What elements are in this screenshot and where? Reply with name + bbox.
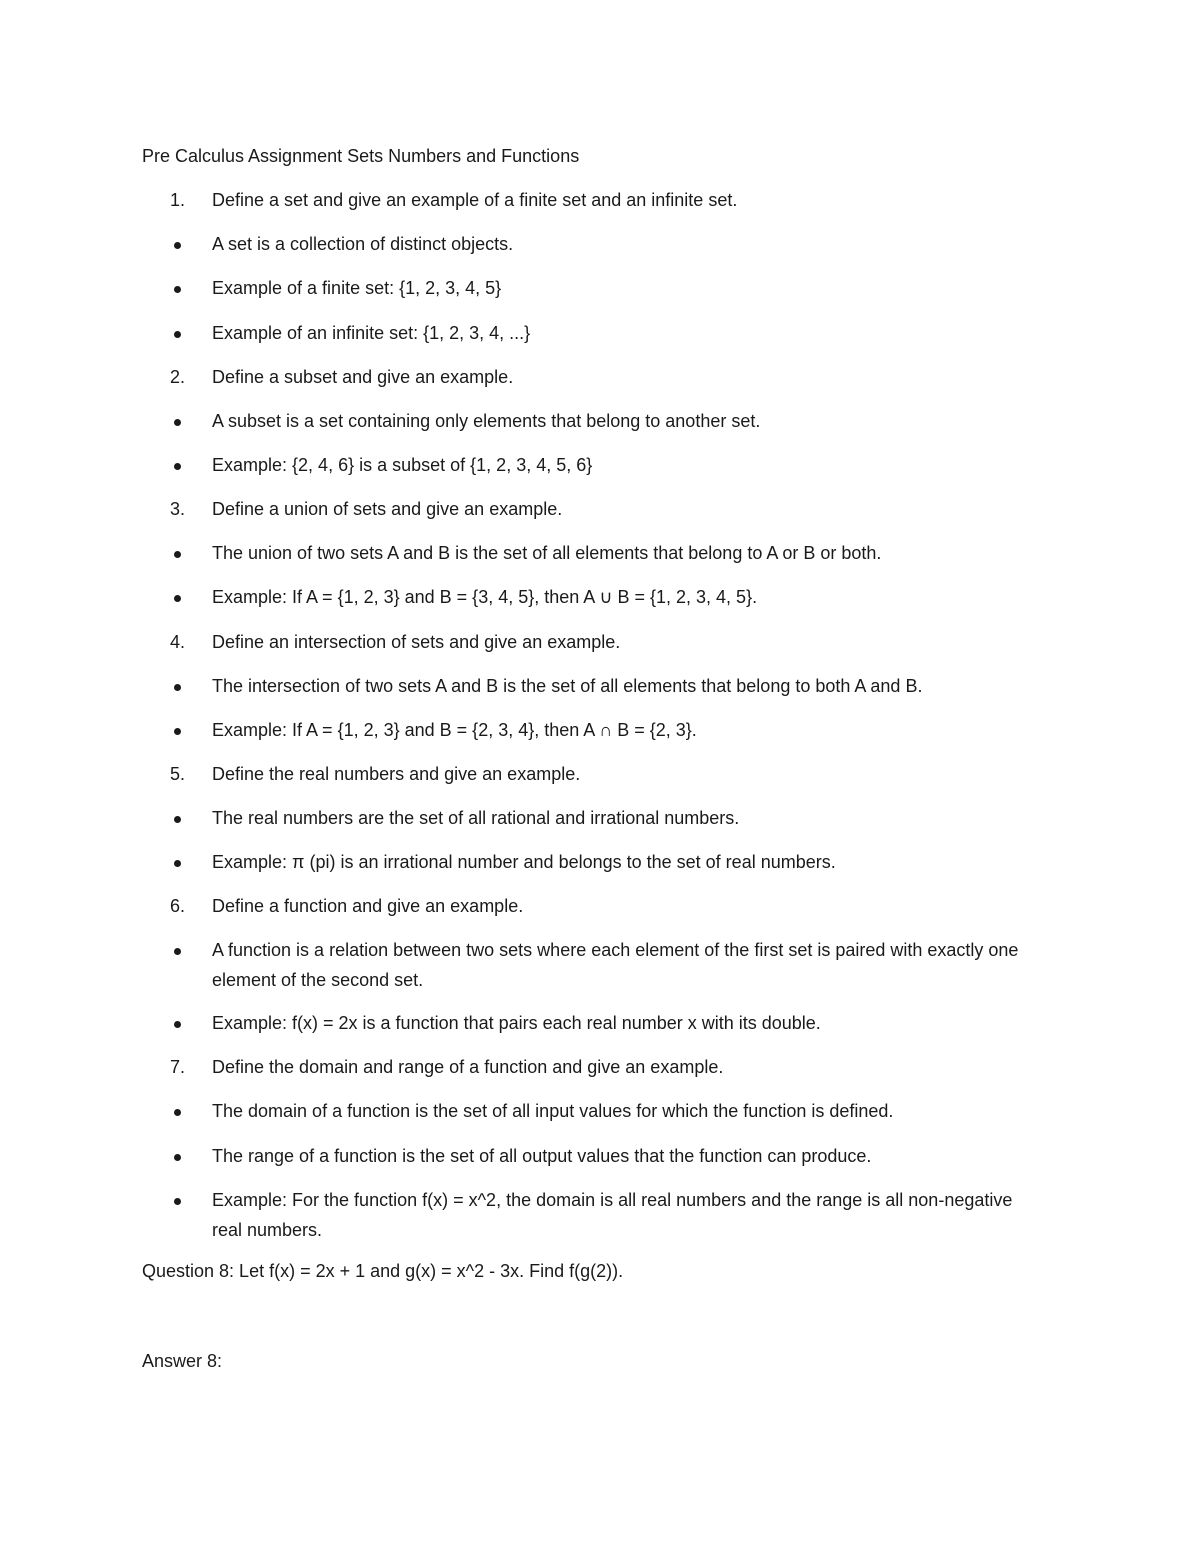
bullet-icon xyxy=(174,463,181,470)
item-text: Define the domain and range of a function and give an example. xyxy=(212,1057,724,1077)
bullet-icon xyxy=(174,331,181,338)
item-text: The real numbers are the set of all rational and irrational numbers. xyxy=(212,808,740,828)
bullet-icon xyxy=(174,242,181,249)
item-text: Define a subset and give an example. xyxy=(212,367,514,387)
item-text: Example: If A = {1, 2, 3} and B = {3, 4, 5}, then A ∪ B = {1, 2, 3, 4, 5}. xyxy=(212,587,758,607)
item-text: Example: {2, 4, 6} is a subset of {1, 2, 3, 4, 5, 6} xyxy=(212,455,593,475)
item-text: Define the real numbers and give an example. xyxy=(212,764,581,784)
item-text: Example of an infinite set: {1, 2, 3, 4, ...} xyxy=(212,323,531,343)
item-text: Define a set and give an example of a finite set and an infinite set. xyxy=(212,190,738,210)
bullet-icon xyxy=(174,1198,181,1205)
item-text: Define a union of sets and give an example. xyxy=(212,499,563,519)
bullet-icon xyxy=(174,551,181,558)
bullet-icon xyxy=(174,286,181,293)
item-number: 1. xyxy=(170,190,186,210)
item-text: A function is a relation between two sets where each element of the first set is paired with exactly one element of the second set. xyxy=(212,940,1019,990)
item-number: 2. xyxy=(170,367,186,387)
item-text: Define an intersection of sets and give an example. xyxy=(212,632,621,652)
bullet-icon xyxy=(174,1154,181,1161)
bullet-icon xyxy=(174,948,181,955)
bullet-icon xyxy=(174,684,181,691)
item-number: 4. xyxy=(170,632,186,652)
bullet-icon xyxy=(174,728,181,735)
item-number: 6. xyxy=(170,896,186,916)
bullet-icon xyxy=(174,419,181,426)
item-text: Example: For the function f(x) = x^2, the domain is all real numbers and the range is all non-negative real numbers. xyxy=(212,1190,1013,1240)
item-number: 3. xyxy=(170,499,186,519)
answer-8: Answer 8: xyxy=(142,1351,223,1371)
item-text: Define a function and give an example. xyxy=(212,896,524,916)
item-text: Example: f(x) = 2x is a function that pairs each real number x with its double. xyxy=(212,1013,821,1033)
bullet-icon xyxy=(174,595,181,602)
item-text: A set is a collection of distinct objects. xyxy=(212,234,514,254)
bullet-icon xyxy=(174,1109,181,1116)
bullet-icon xyxy=(174,860,181,867)
item-text: The union of two sets A and B is the set of all elements that belong to A or B or both. xyxy=(212,543,882,563)
item-text: A subset is a set containing only elements that belong to another set. xyxy=(212,411,761,431)
item-text: Example: π (pi) is an irrational number and belongs to the set of real numbers. xyxy=(212,852,836,872)
item-text: Example of a finite set: {1, 2, 3, 4, 5} xyxy=(212,278,502,298)
bullet-icon xyxy=(174,816,181,823)
item-text: Example: If A = {1, 2, 3} and B = {2, 3, 4}, then A ∩ B = {2, 3}. xyxy=(212,720,697,740)
item-number: 7. xyxy=(170,1057,186,1077)
bullet-icon xyxy=(174,1021,181,1028)
item-text: The intersection of two sets A and B is the set of all elements that belong to both A and B. xyxy=(212,676,923,696)
question-8: Question 8: Let f(x) = 2x + 1 and g(x) = x^2 - 3x. Find f(g(2)). xyxy=(142,1261,624,1281)
document-title: Pre Calculus Assignment Sets Numbers and Functions xyxy=(142,146,580,166)
item-text: The domain of a function is the set of all input values for which the function is defined. xyxy=(212,1101,894,1121)
item-text: The range of a function is the set of all output values that the function can produce. xyxy=(212,1146,872,1166)
item-number: 5. xyxy=(170,764,186,784)
